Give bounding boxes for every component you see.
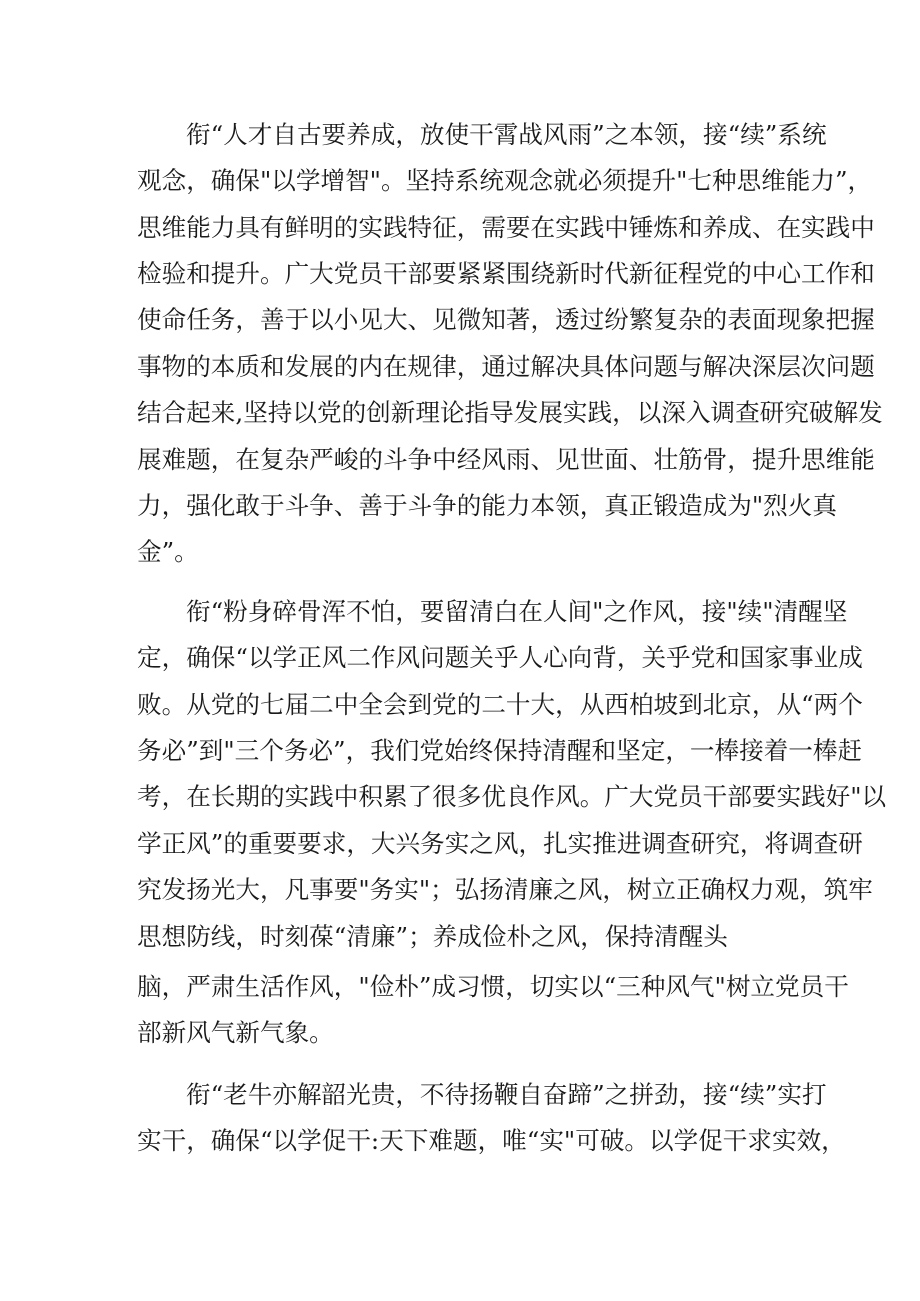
- paragraph-2-line-3: 败。从党的七届二中全会到党的二十大，从西柏坡到北京，从“两个: [137, 690, 863, 719]
- paragraph-2-line-1: 衔“粉身碎骨浑不怕，要留清白在人间"之作风，接"续"清醒坚: [186, 597, 848, 626]
- paragraph-2-line-9: 脑，严肃生活作风，"俭朴”成习惯，切实以“三种风气"树立党员干: [137, 972, 849, 1001]
- paragraph-2-line-8: 思想防线，时刻葆“清廉”；养成俭朴之风，保持清醒头: [137, 922, 728, 951]
- paragraph-1-line-10: 金”。: [137, 537, 199, 566]
- paragraph-1-line-3: 思维能力具有鲜明的实践特征，需要在实践中锤炼和养成、在实践中: [137, 213, 875, 242]
- paragraph-1-line-8: 展难题，在复杂严峻的斗争中经风雨、见世面、壮筋骨，提升思维能: [137, 445, 875, 474]
- paragraph-1-line-1: 衔“人才自古要养成，放使干霄战风雨”之本领，接“续”系统: [186, 120, 827, 149]
- paragraph-2-line-4: 务必”到"三个务必”，我们党始终保持清醒和坚定，一棒接着一棒赶: [137, 736, 863, 765]
- paragraph-2-line-5: 考，在长期的实践中积累了很多优良作风。广大党员干部要实践好"以: [137, 782, 887, 811]
- paragraph-2-line-10: 部新风气新气象。: [137, 1018, 334, 1047]
- paragraph-2-line-2: 定，确保“以学正风二作风问题关乎人心向背，关乎党和国家事业成: [137, 643, 863, 672]
- paragraph-1-line-2: 观念，确保"以学增智"。坚持系统观念就必须提升"七种思维能力”，: [137, 166, 873, 195]
- paragraph-2-line-7: 究发扬光大，凡事要"务实"；弘扬清廉之风，树立正确权力观，筑牢: [137, 875, 873, 904]
- paragraph-2-line-6: 学正风”的重要要求，大兴务实之风，扎实推进调查研究，将调查研: [137, 829, 863, 858]
- paragraph-1-line-7: 结合起来,坚持以党的创新理论指导发展实践，以深入调查研究破解发: [137, 398, 883, 427]
- paragraph-1-line-4: 检验和提升。广大党员干部要紧紧围绕新时代新征程党的中心工作和: [137, 259, 875, 288]
- paragraph-3-line-1: 衔“老牛亦解韶光贵，不待扬鞭自奋蹄”之拼劲，接“续”实打: [186, 1080, 827, 1109]
- paragraph-1-line-5: 使命任务，善于以小见大、见微知著，透过纷繁复杂的表面现象把握: [137, 305, 875, 334]
- paragraph-3-line-2: 实干，确保“以学促干:天下难题，唯“实"可破。以学促干求实效，: [137, 1126, 846, 1155]
- paragraph-1-line-9: 力，强化敢于斗争、善于斗争的能力本领，真正锻造成为"烈火真: [137, 491, 837, 520]
- paragraph-1-line-6: 事物的本质和发展的内在规律，通过解决具体问题与解决深层次问题: [137, 352, 875, 381]
